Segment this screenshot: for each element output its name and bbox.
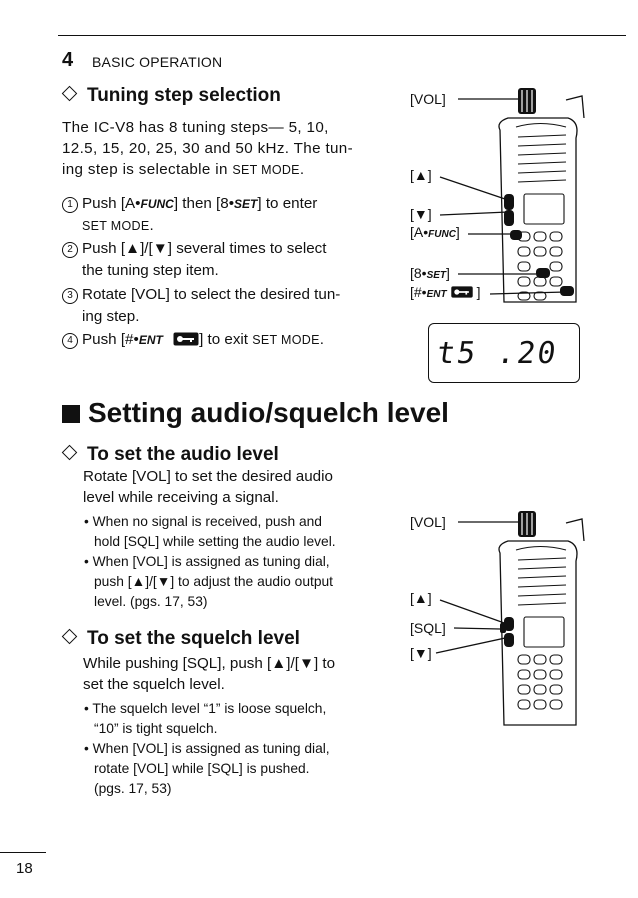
step-text: Rotate [VOL] to select the desired tun- [82,286,341,303]
step-number: 3 [62,288,78,304]
diamond-icon [62,629,78,645]
set-mode: SET MODE [252,333,320,347]
footer-rule [0,852,46,853]
afunc-a: [A• [410,224,429,240]
step-text: Push [#• [82,331,139,348]
squelch-bullet-2 [84,739,394,799]
key-icon [173,332,199,346]
chapter-title: BASIC OPERATION [92,54,223,70]
intro-line-3-text: ing step is selectable in [62,161,233,178]
squelch-body [83,653,393,695]
step-text: ] then [8• [173,195,235,212]
bullet-text: • When [VOL] is assigned as tuning dial, [84,554,330,569]
set-mode: SET MODE [82,219,150,233]
squelch-heading [64,628,300,650]
intro-set-mode: SET MODE [232,163,300,177]
set-b: SET [426,270,447,281]
label-8-set [410,265,450,281]
step-text: ] to exit [199,331,253,348]
audio-bullet-2 [84,552,394,612]
squelch-line-1: While pushing [SQL], push [▲]/[▼] to [83,655,336,672]
bullet-text: “10” is tight squelch. [94,721,218,736]
audio-line-2: level while receiving a signal. [83,489,279,506]
lcd-display [428,323,580,383]
section-square-icon [62,405,80,423]
squelch-bullet-1 [84,699,394,739]
bullet-text: (pgs. 17, 53) [94,781,172,796]
audio-bullet-1 [84,512,394,552]
step-4 [62,329,392,351]
squelch-heading-text: To set the squelch level [87,628,300,649]
ent-b: ENT [426,289,447,300]
intro-line-1: The IC-V8 has 8 tuning steps— 5, 10, [62,119,329,136]
header-rule [58,35,626,36]
step-cont: ing step. [82,308,140,325]
intro-end: . [299,161,305,178]
step-number: 2 [62,242,78,258]
key-icon [450,286,474,298]
bullet-text: • When no signal is received, push and [84,514,322,529]
tuning-heading-text: Tuning step selection [87,85,281,106]
step-3 [62,284,392,328]
label-up: [▲] [410,167,432,183]
intro-line-3 [62,159,392,181]
ent-a: [#• [410,284,427,300]
lcd-text: t5 .20 [434,336,560,371]
set-a: [8• [410,265,427,281]
squelch-line-2: set the squelch level. [83,676,225,693]
tuning-heading [64,85,281,107]
bullet-text: hold [SQL] while setting the audio level. [94,534,336,549]
step-number: 1 [62,197,78,213]
page-number: 18 [16,860,33,877]
ent-label: ENT [138,333,163,347]
step-text: . [319,331,324,348]
step-text: Push [▲]/[▼] several times to select [82,240,327,257]
chapter-number: 4 [62,49,74,71]
audio-bullets [84,512,394,612]
step-cont: the tuning step item. [82,262,219,279]
audio-line-1: Rotate [VOL] to set the desired audio [83,468,333,485]
label-sql: [SQL] [410,620,446,636]
step-text: ] to enter [257,195,318,212]
label-vol: [VOL] [410,91,446,107]
set-label: SET [234,197,258,211]
bullet-text: rotate [VOL] while [SQL] is pushed. [94,761,310,776]
tuning-intro [62,117,392,181]
set-c: ] [446,265,450,281]
section-title-text: Setting audio/squelch level [88,397,449,428]
audio-heading [64,444,279,466]
diamond-icon [62,86,78,102]
intro-line-2: 12.5, 15, 20, 25, 30 and 50 kHz. The tun- [62,140,354,157]
diamond-icon [62,445,78,461]
afunc-c: ] [455,224,460,240]
afunc-b: FUNC [428,229,456,240]
bullet-text: • When [VOL] is assigned as tuning dial, [84,741,330,756]
audio-heading-text: To set the audio level [87,444,279,465]
step-number: 4 [62,333,78,349]
label-down-2: [▼] [410,645,432,661]
step-1 [62,193,392,237]
label-a-func [410,224,460,240]
audio-body [83,466,393,508]
step-cont [62,215,392,237]
ent-c: ] [476,284,481,300]
func-label: FUNC [140,197,174,211]
label-ent [410,284,480,300]
label-vol-2: [VOL] [410,514,446,530]
bullet-text: push [▲]/[▼] to adjust the audio output [94,574,334,589]
label-down: [▼] [410,206,432,222]
step-text: . [149,217,154,234]
step-text: Push [A• [82,195,141,212]
label-up-2: [▲] [410,590,432,606]
step-2 [62,238,392,282]
section-title [62,397,449,429]
bullet-text: level. (pgs. 17, 53) [94,594,208,609]
bullet-text: • The squelch level “1” is loose squelch, [84,701,327,716]
squelch-bullets [84,699,394,799]
